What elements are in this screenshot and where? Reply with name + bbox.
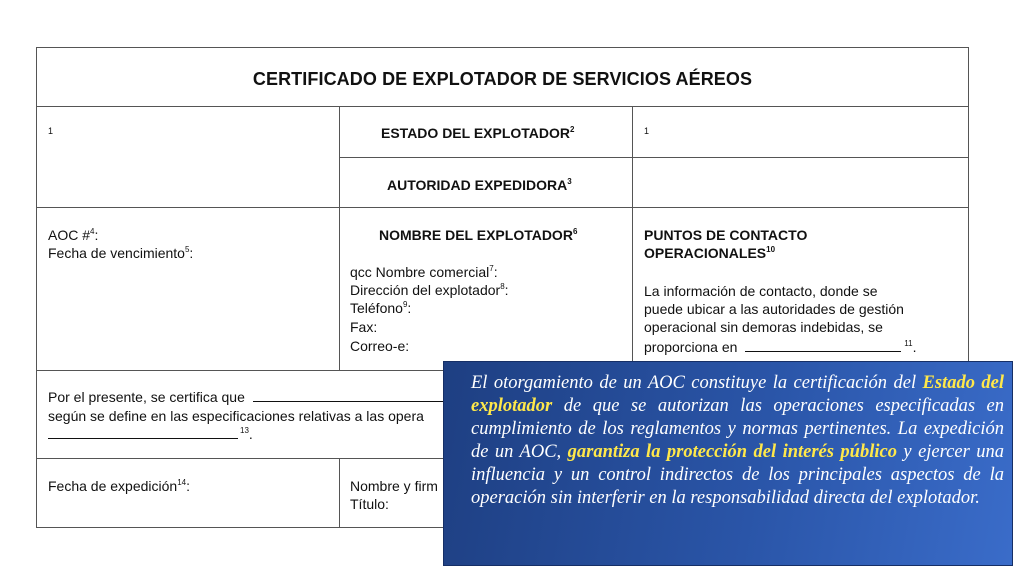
table-rule [339,458,340,527]
contacto-info-line: operacional sin demoras indebidas, se [644,319,883,335]
aoc-number-field: AOC #$^4$: [48,227,99,243]
telefono-field: Teléfono$^9$: [350,300,412,316]
correo-field: Correo-e: [350,338,410,354]
certificacion-text: Por el presente, se certifica que [48,388,443,406]
autoridad-expedidora-label: AUTORIDAD EXPEDIDORA$^3$ [387,177,572,193]
titulo-field: Título: [350,496,389,512]
estado-explotador-label: ESTADO DEL EXPLOTADOR$^2$ [381,125,575,141]
contacto-info-line: puede ubicar a las autoridades de gestión [644,301,904,317]
contacto-info-line: La información de contacto, donde se [644,283,878,299]
blank-line [745,339,901,352]
contacto-heading-line1: PUNTOS DE CONTACTO [644,227,808,243]
fecha-expedicion-field: Fecha de expedición$^{14}$: [48,478,190,494]
nombre-comercial-field: qcc Nombre comercial$^7$: [350,264,498,280]
callout-text: y ejercer una influencia y un control indirectos de los principales aspectos de la operación sin interferir en la responsabilidad directa del explotador. [471,442,1004,508]
blank-line [48,426,238,439]
blank-line [253,389,443,402]
table-rule [339,106,340,370]
certificacion-text: $^{13}$. [48,425,253,443]
nombre-firma-field: Nombre y firm [350,478,438,494]
certificate-title: CERTIFICADO DE EXPLOTADOR DE SERVICIOS AÉREOS [252,69,753,89]
nombre-explotador-label: NOMBRE DEL EXPLOTADOR$^6$ [379,227,578,243]
footnote-marker: 1 [48,126,54,136]
direccion-explotador-field: Dirección del explotador$^8$: [350,282,509,298]
fax-field: Fax: [350,319,378,335]
callout-highlight: Estado del explotador [471,373,1005,416]
explanation-callout [443,361,1013,566]
contacto-heading-line2: OPERACIONALES$^{10}$ [644,245,776,261]
callout-text: El otorgamiento de un AOC constituye la certificación del [471,373,923,393]
contacto-info-line: proporciona en $^{11}$. [644,339,917,355]
table-rule [632,106,633,370]
fecha-vencimiento-field: Fecha de vencimiento$^5$: [48,245,194,261]
table-rule [37,106,968,107]
table-rule [37,207,968,208]
footnote-marker: 1 [644,126,650,136]
callout-text: de que se autorizan las operaciones especificadas en cumplimiento de los reglamentos y normas pertinentes. La expedición de un AOC, [471,396,1004,462]
callout-highlight: garantiza la protección del interés público [567,442,897,462]
table-rule [339,157,968,158]
certificacion-text: según se define en las especificaciones relativas a las opera [48,408,424,424]
